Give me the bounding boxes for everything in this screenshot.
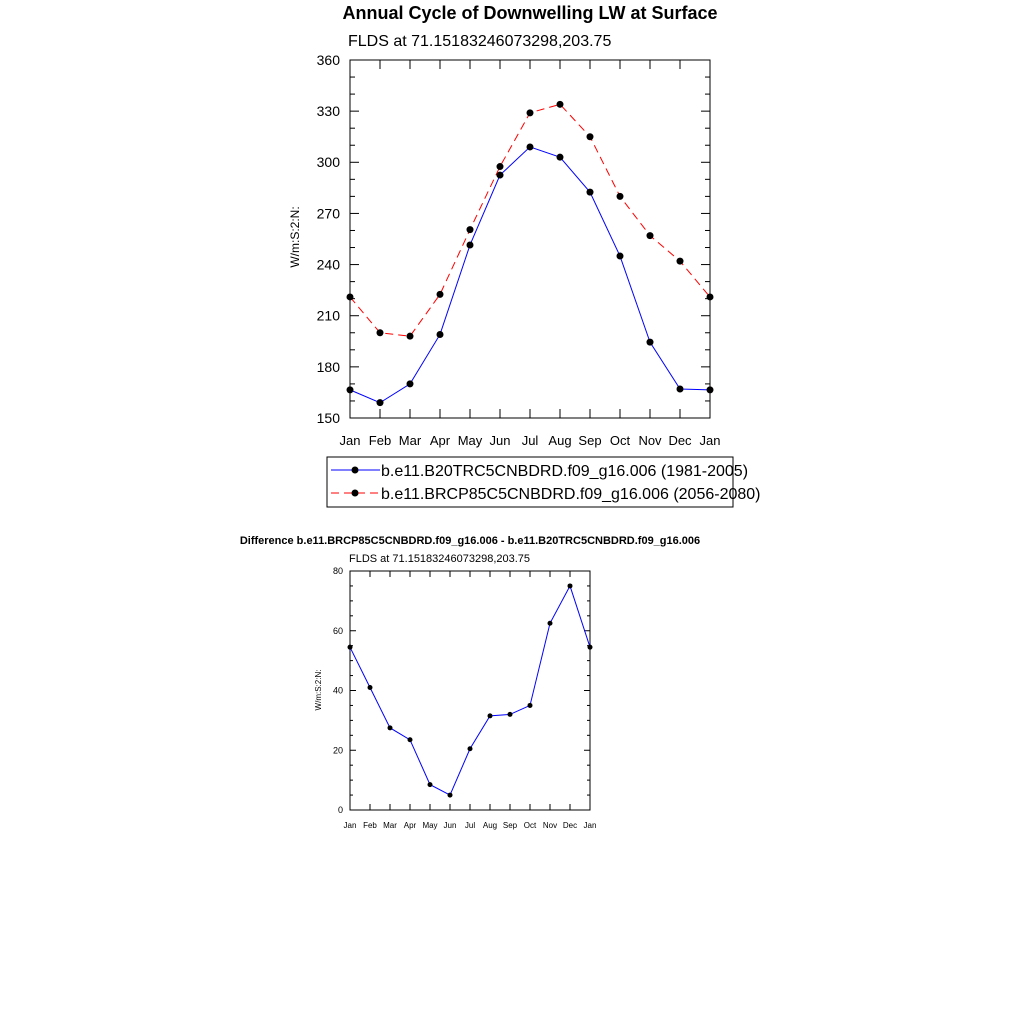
legend-item-rcp85 (331, 486, 760, 503)
x-tick-label: Aug (548, 433, 572, 448)
y-tick-label: 20 (332, 745, 343, 756)
legend-marker-historical (352, 467, 359, 474)
series-1-point (467, 226, 474, 233)
x-tick-label: Jan (339, 433, 361, 448)
series-1-point (437, 291, 444, 298)
y-tick-label: 180 (316, 358, 340, 375)
chart2-title: Difference b.e11.BRCP85C5CNBDRD.f09_g16.006 - b.e11.B20TRC5CNBDRD.f09_g16.006 (239, 535, 701, 547)
y-tick-label: 40 (332, 685, 343, 696)
y-tick-label: 240 (316, 256, 340, 273)
x-tick-label: Jan (343, 821, 357, 830)
series-1-point (587, 133, 594, 140)
x-tick-label: Oct (609, 433, 631, 448)
series-0-point (448, 793, 453, 798)
y-tick-label: 210 (316, 307, 340, 324)
x-tick-label: Mar (398, 433, 422, 448)
chart2-subtitle: FLDS at 71.15183246073298,203.75 (349, 553, 531, 565)
series-0-point (508, 712, 513, 717)
x-tick-label: Apr (429, 433, 451, 448)
x-tick-label: Sep (502, 821, 518, 830)
chart1-subtitle: FLDS at 71.15183246073298,203.75 (348, 33, 612, 50)
y-tick-label: 0 (337, 805, 343, 816)
series-0-point (528, 703, 533, 708)
x-tick-label: Sep (578, 433, 602, 448)
series-0-point (467, 241, 474, 248)
chart1-title: Annual Cycle of Downwelling LW at Surface (342, 3, 718, 23)
legend-label-historical: b.e11.B20TRC5CNBDRD.f09_g16.006 (1981-2005) (381, 463, 749, 480)
series-0-point (408, 737, 413, 742)
x-tick-label: Jul (464, 821, 476, 830)
x-tick-label: Jun (489, 433, 511, 448)
series-0-point (587, 189, 594, 196)
chart2-ylabel: W/m:S:2:N: (314, 669, 323, 711)
series-0-point (368, 685, 373, 690)
series-0-point (617, 253, 624, 260)
series-0-point (707, 386, 714, 393)
y-tick-label: 330 (316, 103, 340, 120)
x-tick-label: Apr (403, 821, 417, 830)
series-0-point (437, 331, 444, 338)
x-tick-label: Dec (668, 433, 692, 448)
x-tick-label: Nov (542, 821, 558, 830)
series-0-point (568, 583, 573, 588)
y-tick-label: 300 (316, 154, 340, 171)
series-0-point (377, 399, 384, 406)
chart1-ylabel: W/m:S:2:N: (288, 206, 302, 268)
y-tick-label: 270 (316, 205, 340, 222)
x-tick-label: Jul (521, 433, 539, 448)
x-tick-label: Feb (368, 433, 392, 448)
series-1-point (557, 101, 564, 108)
series-0-point (497, 172, 504, 179)
series-0-point (527, 143, 534, 150)
x-tick-label: May (422, 821, 438, 830)
legend-marker-rcp85 (352, 490, 359, 497)
series-0-point (468, 746, 473, 751)
series-0-point (557, 154, 564, 161)
series-0-point (388, 725, 393, 730)
series-0-point (347, 386, 354, 393)
series-1-point (647, 232, 654, 239)
y-tick-label: 150 (316, 409, 340, 426)
series-0-point (548, 621, 553, 626)
series-1-point (497, 163, 504, 170)
x-tick-label: Mar (383, 821, 397, 830)
series-1-point (407, 333, 414, 340)
series-0-point (588, 645, 593, 650)
x-tick-label: Oct (523, 821, 537, 830)
legend-label-rcp85: b.e11.BRCP85C5CNBDRD.f09_g16.006 (2056-2080) (381, 486, 761, 503)
x-tick-label: Dec (562, 821, 578, 830)
legend-item-historical (331, 463, 748, 480)
series-1-point (377, 329, 384, 336)
x-tick-label: Aug (482, 821, 498, 830)
series-0-point (488, 713, 493, 718)
y-tick-label: 80 (332, 566, 343, 577)
x-tick-label: Feb (363, 821, 377, 830)
y-tick-label: 60 (332, 625, 343, 636)
x-tick-label: Jan (583, 821, 597, 830)
series-1-point (527, 109, 534, 116)
series-0-point (407, 380, 414, 387)
series-0-point (428, 782, 433, 787)
series-1-point (617, 193, 624, 200)
x-tick-label: Jun (443, 821, 457, 830)
series-0-point (647, 339, 654, 346)
series-0-point (677, 386, 684, 393)
x-tick-label: Jan (699, 433, 721, 448)
series-1-point (347, 293, 354, 300)
y-tick-label: 360 (316, 51, 340, 68)
series-1-point (707, 293, 714, 300)
x-tick-label: May (457, 433, 483, 448)
series-1-point (677, 258, 684, 265)
series-0-point (348, 645, 353, 650)
x-tick-label: Nov (638, 433, 662, 448)
